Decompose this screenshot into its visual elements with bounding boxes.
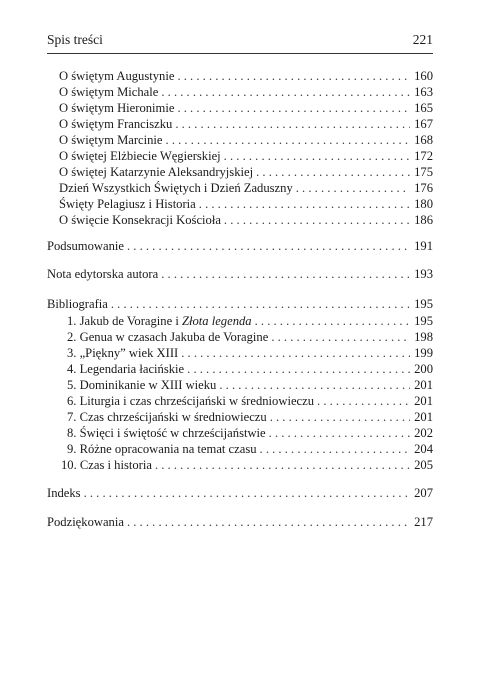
toc-entry-page: 201	[414, 378, 433, 392]
toc-entry	[47, 84, 433, 100]
toc-entry-page: 172	[414, 149, 433, 163]
toc-entry-title: 3. „Piękny” wiek XIII	[67, 346, 179, 360]
leader-dots	[317, 393, 410, 409]
toc-entry-title-prefix: 1. Jakub de Voragine i	[67, 314, 182, 328]
leader-dots	[127, 238, 410, 254]
toc-entry-title: Dzień Wszystkich Świętych i Dzień Zaduszny	[59, 181, 293, 195]
toc-entry	[47, 361, 433, 377]
header-rule	[47, 53, 433, 54]
toc-entry-page: 201	[414, 410, 433, 424]
toc-entry-title: O święcie Konsekracji Kościoła	[59, 213, 221, 227]
leader-dots	[161, 84, 410, 100]
toc-entry-title: 8. Święci i świętość w chrześcijaństwie	[67, 426, 266, 440]
leader-dots	[175, 116, 410, 132]
toc-entry-page: 167	[414, 117, 433, 131]
toc-entry-page: 207	[414, 486, 433, 500]
toc-entry-page: 195	[414, 297, 433, 311]
leader-dots	[177, 68, 410, 84]
toc-entry-title: O świętym Michale	[59, 85, 159, 99]
toc-entry-page: 176	[414, 181, 433, 195]
leader-dots	[155, 457, 410, 473]
toc-entry-page: 195	[414, 314, 433, 328]
toc-entry-page: 202	[414, 426, 433, 440]
toc-entry-page: 217	[414, 515, 433, 529]
toc-entry	[47, 132, 433, 148]
toc-entry-title: 6. Liturgia i czas chrześcijański w średniowieczu	[67, 394, 315, 408]
toc-entry-page: 165	[414, 101, 433, 115]
toc-entry	[47, 100, 433, 116]
toc-entry-page: 175	[414, 165, 433, 179]
toc-entry-title: Święty Pelagiusz i Historia	[59, 197, 196, 211]
toc-entry-title: O świętym Franciszku	[59, 117, 173, 131]
toc-entry	[47, 212, 433, 228]
leader-dots	[199, 196, 410, 212]
leader-dots	[269, 425, 410, 441]
leader-dots	[187, 361, 410, 377]
toc-entry	[47, 196, 433, 212]
toc-entry	[47, 409, 433, 425]
toc-entry	[47, 296, 433, 312]
leader-dots	[296, 180, 410, 196]
leader-dots	[84, 485, 410, 501]
toc-entry-title: O świętym Marcinie	[59, 133, 163, 147]
toc-entry	[47, 393, 433, 409]
toc-entry-title-italic: Złota legenda	[181, 314, 252, 328]
toc-entry-page: 200	[414, 362, 433, 376]
leader-dots	[260, 441, 410, 457]
toc-entry	[47, 266, 433, 282]
toc-entry-title: 4. Legendaria łacińskie	[67, 362, 185, 376]
leader-dots	[255, 313, 410, 329]
toc-entry-title	[67, 313, 252, 329]
leader-dots	[224, 148, 410, 164]
toc-entry	[47, 313, 433, 329]
toc-entry-page: 186	[414, 213, 433, 227]
toc-entry-page: 191	[414, 239, 433, 253]
toc-entry	[47, 116, 433, 132]
toc-entry-page: 204	[414, 442, 433, 456]
leader-dots	[219, 377, 410, 393]
toc-entry-page: 180	[414, 197, 433, 211]
toc-entry-page: 193	[414, 267, 433, 281]
page-number: 221	[412, 32, 433, 47]
toc-entry	[47, 457, 433, 473]
toc-entry-title: O świętej Katarzynie Aleksandryjskiej	[59, 165, 254, 179]
toc-entry-title: Indeks	[47, 486, 81, 500]
toc-entry-title: 9. Różne opracowania na temat czasu	[67, 442, 257, 456]
leader-dots	[270, 409, 410, 425]
toc-entry	[47, 148, 433, 164]
toc-entry-title: 5. Dominikanie w XIII wieku	[67, 378, 217, 392]
running-header	[47, 32, 433, 52]
toc-entry-title: Bibliografia	[47, 297, 108, 311]
toc-entry-page: 198	[414, 330, 433, 344]
toc-entry-title: O świętym Augustynie	[59, 69, 175, 83]
toc-entry-page: 201	[414, 394, 433, 408]
toc-entry-title: Podsumowanie	[47, 239, 124, 253]
toc-entry-title: O świętym Hieronimie	[59, 101, 175, 115]
toc-entry-page: 199	[414, 346, 433, 360]
toc-entry	[47, 485, 433, 501]
toc-entry	[47, 377, 433, 393]
toc-entry-title: Podziękowania	[47, 515, 124, 529]
toc-entry-page: 168	[414, 133, 433, 147]
leader-dots	[271, 329, 410, 345]
toc-entry	[47, 238, 433, 254]
leader-dots	[181, 345, 410, 361]
leader-dots	[111, 296, 410, 312]
leader-dots	[177, 100, 410, 116]
toc-entry	[47, 164, 433, 180]
leader-dots	[166, 132, 410, 148]
toc-entry-title: O świętej Elżbiecie Węgierskiej	[59, 149, 221, 163]
leader-dots	[127, 514, 410, 530]
leader-dots	[256, 164, 410, 180]
toc-entry	[47, 180, 433, 196]
toc-entry	[47, 441, 433, 457]
toc-entry-title: 10. Czas i historia	[61, 458, 152, 472]
toc-entry-title: 2. Genua w czasach Jakuba de Voragine	[67, 330, 269, 344]
leader-dots	[224, 212, 410, 228]
toc-entry-page: 163	[414, 85, 433, 99]
toc-entry-page: 205	[414, 458, 433, 472]
toc-entry	[47, 345, 433, 361]
toc-entry-page: 160	[414, 69, 433, 83]
toc-entry	[47, 68, 433, 84]
toc-entry	[47, 425, 433, 441]
toc-entry-title: Nota edytorska autora	[47, 267, 159, 281]
leader-dots	[161, 266, 410, 282]
toc-entry-title: 7. Czas chrześcijański w średniowieczu	[67, 410, 267, 424]
toc-entry	[47, 514, 433, 530]
toc-entry	[47, 329, 433, 345]
section-title: Spis treści	[47, 32, 103, 47]
